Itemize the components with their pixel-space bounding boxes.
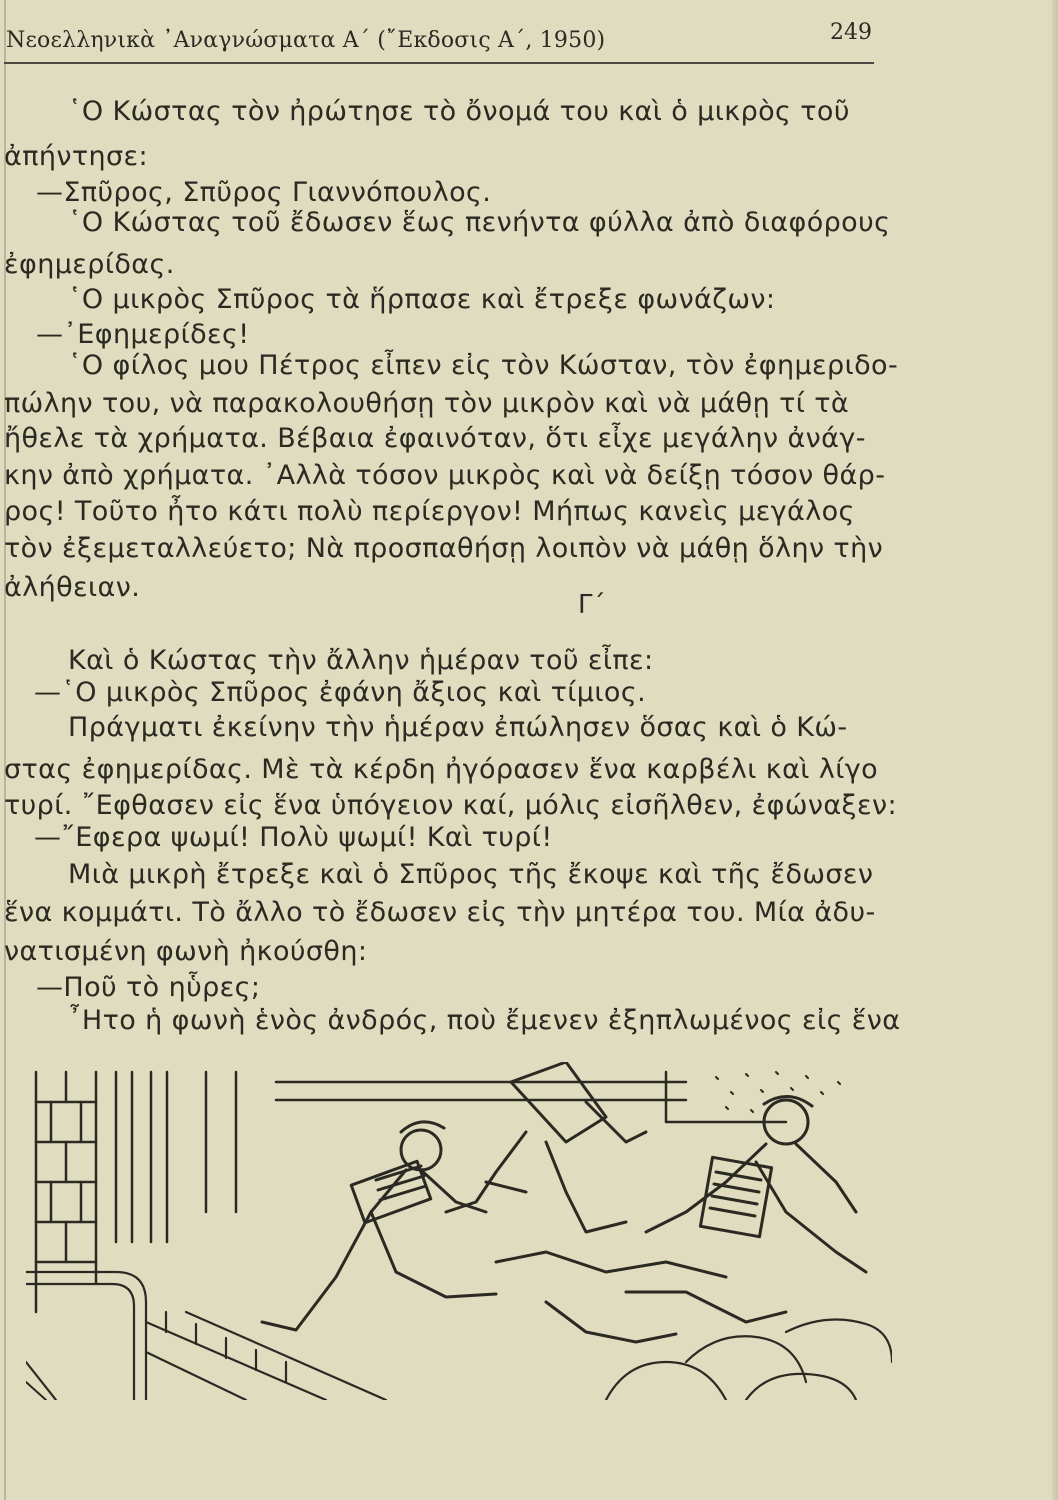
text-line: τυρί. ῎Εφθασεν εἰς ἕνα ὑπόγειον καί, μόλις εἰσῆλθεν, ἐφώναξεν:	[4, 790, 897, 821]
text-line: —῎Εφερα ψωμί! Πολὺ ψωμί! Καὶ τυρί!	[34, 822, 553, 853]
text-line: ῾Ο μικρὸς Σπῦρος τὰ ἥρπασε καὶ ἔτρεξε φωνάζων:	[68, 284, 776, 315]
text-line: ῾Ο Κώστας τοῦ ἔδωσεν ἕως πενήντα φύλλα ἀπὸ διαφόρους	[68, 207, 891, 238]
text-line: τὸν ἐξεμεταλλεύετο; Νὰ προσπαθήσῃ λοιπὸν νὰ μάθῃ ὅλην τὴν	[4, 533, 884, 564]
text-line: ἀπήντησε:	[4, 141, 149, 172]
text-line: Πράγματι ἐκείνην τὴν ἡμέραν ἐπώλησεν ὅσας καὶ ὁ Κώ-	[68, 712, 848, 743]
text-line: νατισμένη φωνὴ ἠκούσθη:	[4, 936, 368, 967]
text-line: ρος! Τοῦτο ἦτο κάτι πολὺ περίεργον! Μήπως κανεὶς μεγάλος	[4, 496, 855, 527]
page-right-edge	[1052, 0, 1058, 1500]
text-line: στας ἐφημερίδας. Μὲ τὰ κέρδη ἠγόρασεν ἕνα καρβέλι καὶ λίγο	[4, 754, 879, 785]
running-head: Νεοελληνικὰ ᾿Αναγνώσματα Α΄ (῎Εκδοσις Α΄, 1950)	[6, 28, 606, 53]
text-line: ῾Ο φίλος μου Πέτρος εἶπεν εἰς τὸν Κώσταν, τὸν ἐφημεριδο-	[68, 350, 899, 381]
text-line: Καὶ ὁ Κώστας τὴν ἄλλην ἡμέραν τοῦ εἶπε:	[68, 645, 654, 676]
text-line: ἀλήθειαν.	[4, 572, 141, 603]
illustration-boys-running-with-newspapers	[26, 1062, 892, 1400]
boy-with-papers-top	[446, 1062, 646, 1232]
text-line: ἤθελε τὰ χρήματα. Βέβαια ἐφαινόταν, ὅτι εἶχε μεγάλην ἀνάγ-	[4, 423, 866, 454]
brick-wall	[36, 1072, 96, 1312]
text-line: ῾Ο Κώστας τὸν ἠρώτησε τὸ ὄνομά του καὶ ὁ μικρὸς τοῦ	[68, 96, 850, 127]
speckle-texture	[716, 1072, 840, 1112]
text-line: ἐφημερίδας.	[4, 249, 175, 280]
text-line: πώλην του, νὰ παρακολουθήσῃ τὸν μικρὸν καὶ νὰ μάθῃ τί τὰ	[4, 388, 850, 419]
gutter-edge	[4, 0, 6, 1500]
cobblestones	[606, 1320, 892, 1401]
text-line: Μιὰ μικρὴ ἔτρεξε καὶ ὁ Σπῦρος τῆς ἔκοψε καὶ τῆς ἔδωσεν	[68, 859, 874, 890]
sidewalk	[26, 1272, 386, 1400]
text-line: —Σπῦρος, Σπῦρος Γιαννόπουλος.	[36, 177, 492, 208]
boy-running-left	[262, 1122, 496, 1330]
text-line: —῾Ο μικρὸς Σπῦρος ἐφάνη ἄξιος καὶ τίμιος.	[34, 677, 647, 708]
section-heading: Γ΄	[578, 590, 606, 620]
text-line: —᾿Εφημερίδες!	[36, 319, 250, 350]
text-line: ἕνα κομμάτι. Τὸ ἄλλο τὸ ἔδωσεν εἰς τὴν μητέρα του. Μία ἀδυ-	[4, 897, 876, 928]
text-line: ῏Ητο ἡ φωνὴ ἑνὸς ἀνδρός, ποὺ ἔμενεν ἐξηπλωμένος εἰς ἕνα	[68, 1005, 901, 1036]
page-number: 249	[830, 20, 872, 45]
text-line: κην ἀπὸ χρήματα. ᾿Αλλὰ τόσον μικρὸς καὶ νὰ δείξῃ τόσον θάρ-	[4, 460, 886, 491]
page-header	[4, 16, 874, 64]
text-line: —Ποῦ τὸ ηὗρες;	[36, 972, 261, 1003]
crowd-bottom-right	[496, 1252, 786, 1342]
building	[116, 1072, 786, 1242]
